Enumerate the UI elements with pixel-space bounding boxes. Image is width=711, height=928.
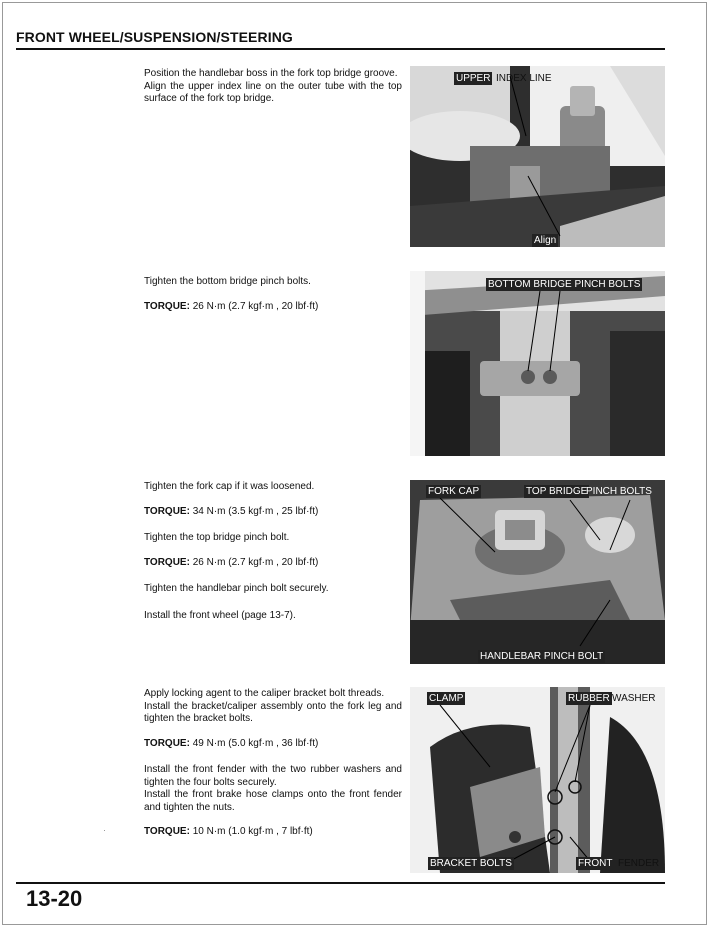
- torque-value: 34 N·m (3.5 kgf·m , 25 lbf·ft): [192, 505, 319, 517]
- label-pinch-bolts: PINCH BOLTS: [586, 486, 652, 497]
- instruction-text: Install the front wheel (page 13-7).: [144, 609, 296, 621]
- torque-spec: [144, 826, 402, 839]
- instruction-text: Tighten the handlebar pinch bolt securely.: [144, 583, 329, 594]
- photo-upper-index-line: [410, 66, 665, 247]
- torque-label: TORQUE:: [144, 505, 190, 517]
- photo-bottom-bridge: [410, 271, 665, 456]
- label-rubber: RUBBER: [568, 693, 610, 704]
- torque-value: 26 N·m (2.7 kgf·m , 20 lbf·ft): [192, 556, 319, 568]
- torque-spec: [144, 738, 402, 751]
- label-front: FRONT: [578, 858, 613, 869]
- photo-fork-cap: [410, 480, 665, 664]
- instruction-text: Install the front brake hose clamps onto the front fender and tighten the nuts.: [144, 789, 402, 813]
- instruction-block-2: [144, 276, 402, 313]
- scan-mark: [104, 830, 105, 831]
- torque-spec: [144, 506, 402, 519]
- instruction-text: Install the bracket/caliper assembly onto the fork leg and tighten the bracket bolts.: [144, 700, 402, 724]
- photo-illustration: [410, 480, 665, 664]
- label-top-bridge: TOP BRIDGE: [526, 486, 588, 497]
- instruction-block-1: [144, 68, 402, 106]
- label-index-line: INDEX LINE: [496, 73, 552, 84]
- torque-value: 26 N·m (2.7 kgf·m , 20 lbf·ft): [192, 300, 319, 312]
- photo-illustration: [410, 687, 665, 873]
- photo-front-fender: [410, 687, 665, 873]
- instruction-text: Tighten the bottom bridge pinch bolts.: [144, 276, 311, 287]
- photo-illustration: [410, 66, 665, 247]
- torque-label: TORQUE:: [144, 737, 190, 749]
- instruction-text: Tighten the top bridge pinch bolt.: [144, 532, 290, 543]
- torque-spec: [144, 301, 402, 314]
- label-bottom-bridge-pinch-bolts: BOTTOM BRIDGE PINCH BOLTS: [488, 279, 641, 290]
- label-fork-cap: FORK CAP: [428, 486, 480, 497]
- instruction-block-3: [144, 481, 402, 622]
- torque-value: 10 N·m (1.0 kgf·m , 7 lbf·ft): [192, 826, 313, 837]
- instruction-block-4: [144, 688, 402, 839]
- label-upper: UPPER: [456, 73, 491, 84]
- page-title: FRONT WHEEL/SUSPENSION/STEERING: [16, 29, 293, 45]
- page-number: 13-20: [26, 886, 83, 911]
- label-clamp: CLAMP: [429, 693, 464, 704]
- torque-label: TORQUE:: [144, 300, 190, 312]
- instruction-text: Align the upper index line on the outer tube with the top surface of the fork top bridge.: [144, 80, 402, 104]
- torque-label: TORQUE:: [144, 556, 190, 568]
- torque-spec: [144, 557, 402, 570]
- label-align: Align: [534, 235, 557, 246]
- torque-value: 49 N·m (5.0 kgf·m , 36 lbf·ft): [192, 737, 319, 749]
- instruction-text: Apply locking agent to the caliper bracket bolt threads.: [144, 688, 385, 699]
- label-handlebar-pinch-bolt: HANDLEBAR PINCH BOLT: [480, 651, 604, 662]
- instruction-text: Tighten the fork cap if it was loosened.: [144, 481, 315, 492]
- instruction-text: Install the front fender with the two rubber washers and tighten the four bolts securely.: [144, 764, 402, 788]
- instruction-text: Position the handlebar boss in the fork top bridge groove.: [144, 68, 398, 79]
- torque-label: TORQUE:: [144, 826, 190, 837]
- photo-illustration: [410, 271, 665, 456]
- label-fender: FENDER: [618, 858, 660, 869]
- footer-rule: [16, 882, 665, 884]
- label-bracket-bolts: BRACKET BOLTS: [430, 858, 512, 869]
- header-rule: [16, 48, 665, 50]
- label-washer: WASHER: [612, 693, 656, 704]
